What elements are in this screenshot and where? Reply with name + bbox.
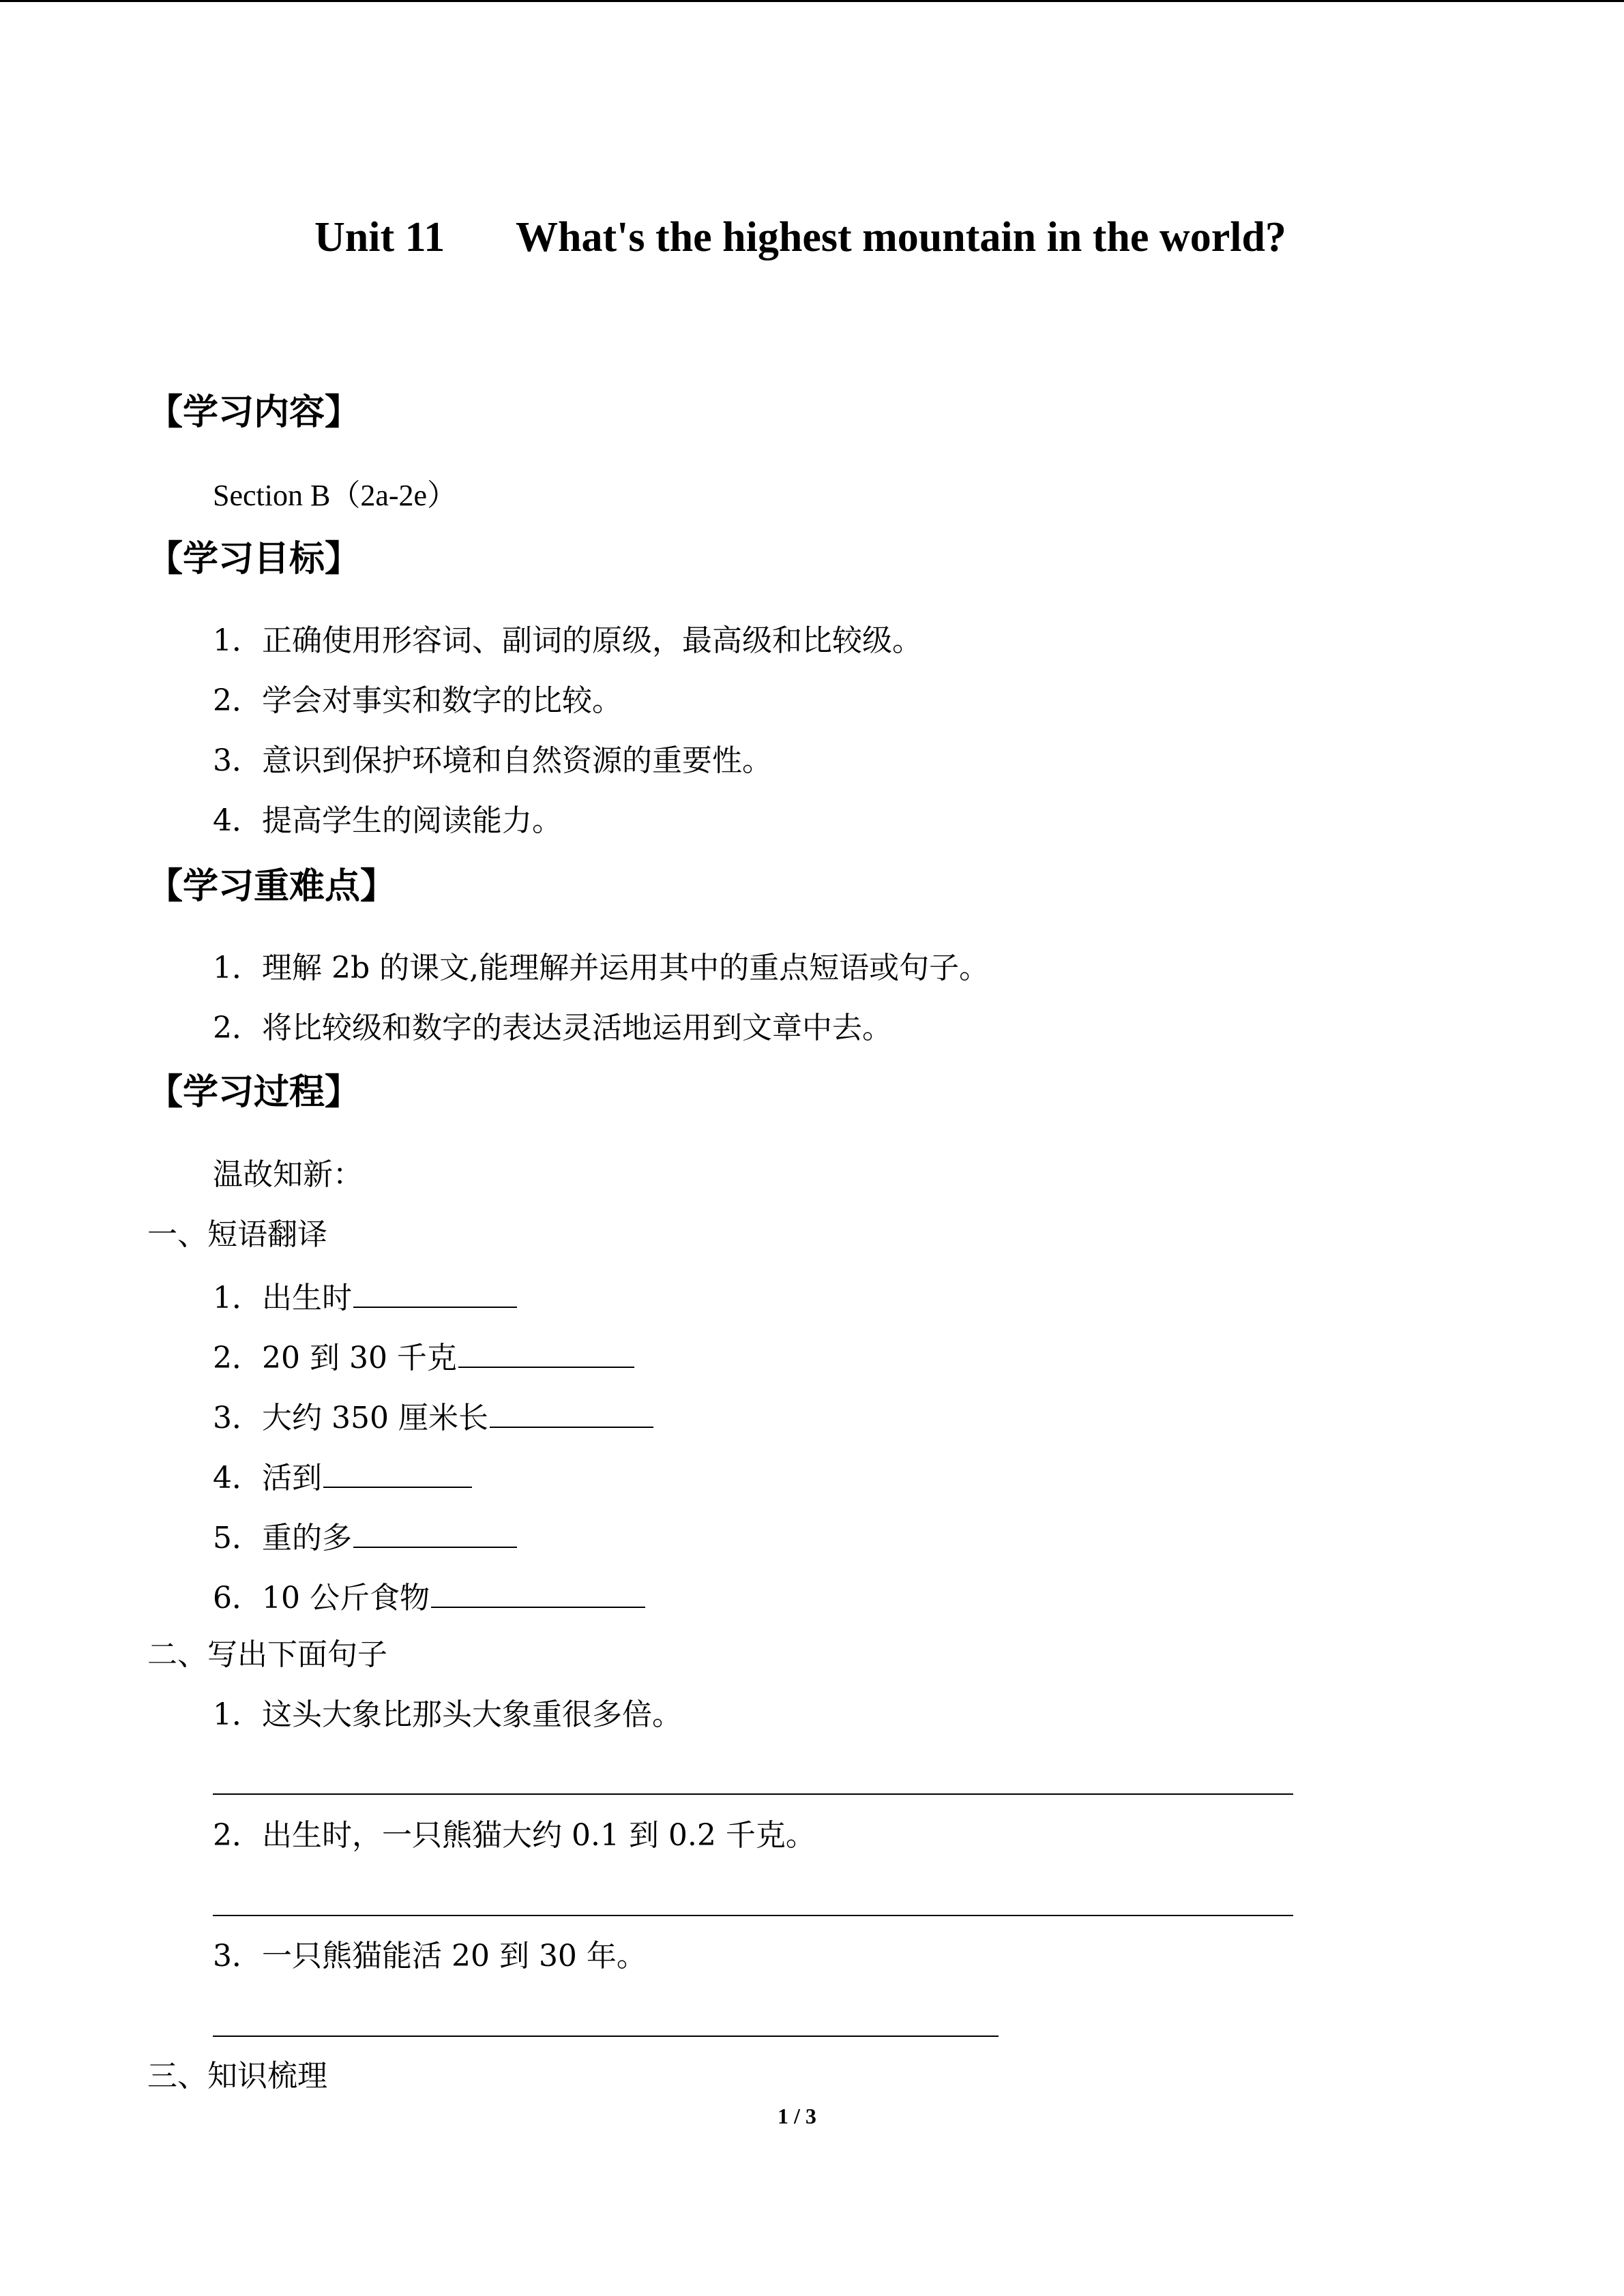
goal-item: 4．提高学生的阅读能力。	[213, 803, 562, 838]
answer-line[interactable]	[213, 1793, 1293, 1795]
review-label: 温故知新：	[213, 1157, 363, 1192]
answer-blank[interactable]	[490, 1397, 653, 1428]
answer-blank[interactable]	[353, 1517, 517, 1548]
answer-blank[interactable]	[323, 1457, 472, 1488]
phrase-text: 3．大约 350 厘米长	[213, 1401, 488, 1435]
goal-item: 2．学会对事实和数字的比较。	[213, 683, 622, 718]
sentence-item: 3．一只熊猫能活 20 到 30 年。	[213, 1939, 647, 1973]
heading-learning-content: 【学习内容】	[147, 391, 361, 433]
phrase-item	[213, 1397, 653, 1437]
page-title: What's the highest mountain in the world?	[516, 214, 1286, 260]
part3-title: 三、知识梳理	[147, 2059, 327, 2093]
heading-learning-process: 【学习过程】	[147, 1071, 361, 1113]
sentence-item: 2．出生时，一只熊猫大约 0.1 到 0.2 千克。	[213, 1818, 816, 1853]
phrase-text: 5．重的多	[213, 1521, 352, 1555]
phrase-text: 4．活到	[213, 1461, 322, 1495]
sentence-item: 1．这头大象比那头大象重很多倍。	[213, 1697, 682, 1732]
phrase-item	[213, 1457, 472, 1497]
answer-blank[interactable]	[353, 1277, 517, 1308]
part2-title: 二、写出下面句子	[147, 1637, 387, 1672]
key-point-item: 1．理解 2b 的课文,能理解并运用其中的重点短语或句子。	[213, 951, 990, 985]
phrase-text: 6．10 公斤食物	[213, 1581, 430, 1615]
goal-item: 1．正确使用形容词、副词的原级，最高级和比较级。	[213, 623, 922, 658]
phrase-item	[213, 1277, 517, 1317]
top-border	[0, 0, 1624, 2]
heading-key-points: 【学习重难点】	[147, 865, 396, 907]
key-point-item: 2．将比较级和数字的表达灵活地运用到文章中去。	[213, 1011, 892, 1045]
section-text: Section B（2a-2e）	[213, 479, 458, 512]
phrase-text: 1．出生时	[213, 1281, 352, 1315]
answer-blank[interactable]	[458, 1337, 634, 1368]
phrase-item	[213, 1517, 517, 1557]
answer-line[interactable]	[213, 2036, 999, 2037]
phrase-item	[213, 1337, 634, 1377]
answer-blank[interactable]	[431, 1577, 645, 1608]
page-number: 1 / 3	[778, 2104, 816, 2128]
unit-label: Unit 11	[314, 214, 445, 260]
goal-item: 3．意识到保护环境和自然资源的重要性。	[213, 743, 772, 778]
part1-title: 一、短语翻译	[147, 1217, 327, 1252]
phrase-item	[213, 1577, 645, 1617]
answer-line[interactable]	[213, 1915, 1293, 1916]
heading-learning-goals: 【学习目标】	[147, 538, 361, 580]
phrase-text: 2．20 到 30 千克	[213, 1341, 457, 1375]
